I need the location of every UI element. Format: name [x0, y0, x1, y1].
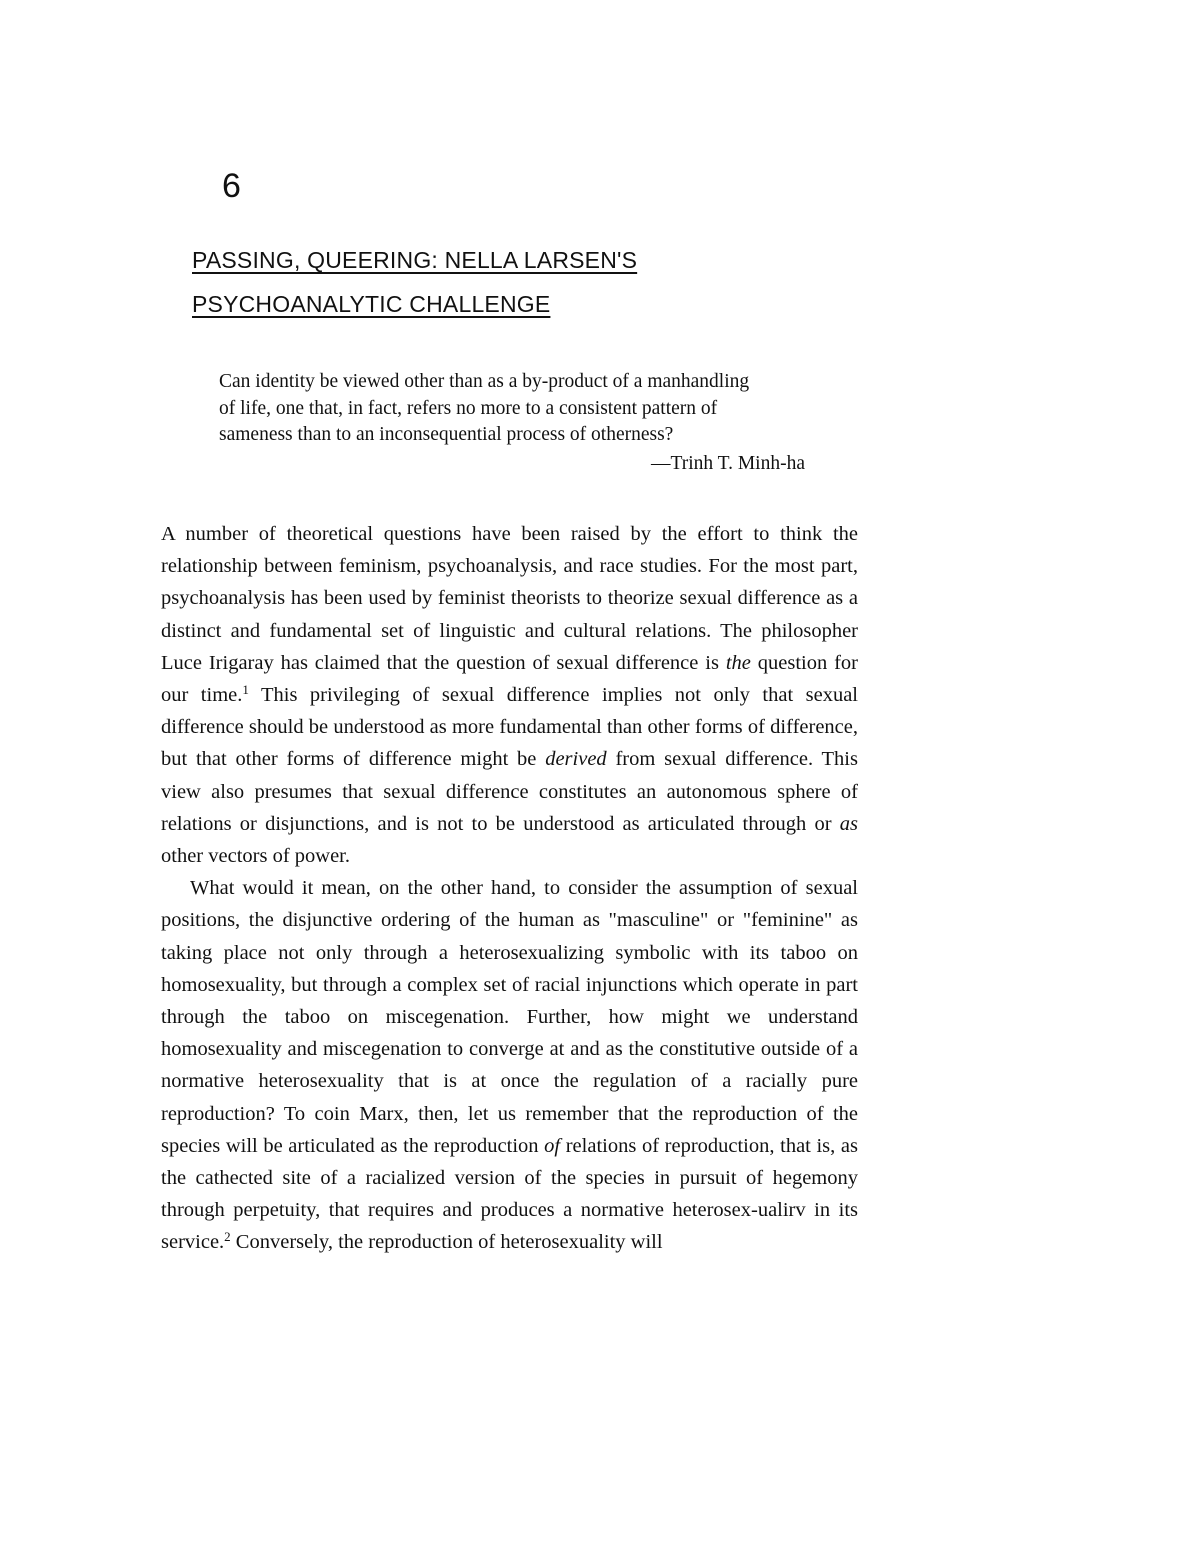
footnote-marker: 1 — [242, 682, 249, 698]
paragraph-2 — [161, 872, 858, 1258]
emphasis-text: as — [839, 812, 858, 835]
epigraph — [219, 369, 809, 477]
chapter-title — [192, 238, 637, 326]
epigraph-line: Can identity be viewed other than as a by-product of a manhandling — [219, 371, 750, 392]
body-text — [161, 518, 858, 1259]
footnote-marker: 2 — [224, 1229, 231, 1245]
paragraph-text: What would it mean, on the other hand, to consider the assumption of sexual positions, the disjunctive ordering of the human as "masculine" or "feminine" as taking place not only through a heterosexualizing symbolic with its taboo on homosexuality, but through a complex set of racial injunctions which operate in part through the taboo on miscegenation. Further, how might we understand homosexuality and miscegenation to converge at and as the constitutive outside of a normative heterosexuality that is at once the regulation of a racially pure reproduction? To coin Marx, then, let us remember that the reproduction of the species will be articulated as the reproduction — [161, 877, 858, 1157]
chapter-number: 6 — [222, 167, 241, 205]
paragraph-text: from sexual difference. This view also presumes that sexual difference constitutes an autonomous sphere of relations or disjunctions, and is not to be understood as articulated through or — [161, 748, 858, 835]
paragraph-text: other vectors of power. — [161, 845, 350, 868]
paragraph-text: relations of reproduction, that is, as the cathected site of a racialized version of the species in pursuit of hegemony through perpetuity, that requires and produces a normative heterosex-ualirv in its service. — [161, 1134, 858, 1254]
paragraph-text: question for our time. — [161, 651, 858, 707]
chapter-title-line-1: PASSING, QUEERING: NELLA LARSEN'S — [192, 247, 638, 273]
paragraph-text: Conversely, the reproduction of heterosexuality will — [230, 1231, 663, 1254]
emphasis-text: the — [725, 651, 751, 674]
paragraph-text: A number of theoretical questions have been raised by the effort to think the relationship between feminism, psychoanalysis, and race studies. For the most part, psychoanalysis has been used by feminist theorists to theorize sexual difference as a distinct and fundamental set of linguistic and cultural relations. The philosopher Luce Irigaray has claimed that the question of sexual difference is — [161, 523, 858, 674]
paragraph-1 — [161, 518, 858, 872]
paragraph-text: This privileging of sexual difference implies not only that sexual difference should be understood as more fundamental than other forms of difference, but that other forms of difference might be — [161, 684, 858, 771]
chapter-title-line-2: PSYCHOANALYTIC CHALLENGE — [192, 291, 551, 317]
emphasis-text: derived — [545, 748, 607, 771]
epigraph-attribution: —Trinh T. Minh-ha — [650, 452, 805, 474]
epigraph-line: sameness than to an inconsequential process of otherness? — [219, 424, 674, 445]
epigraph-line: of life, one that, in fact, refers no more to a consistent pattern of — [219, 397, 718, 419]
emphasis-text: of — [544, 1134, 561, 1157]
